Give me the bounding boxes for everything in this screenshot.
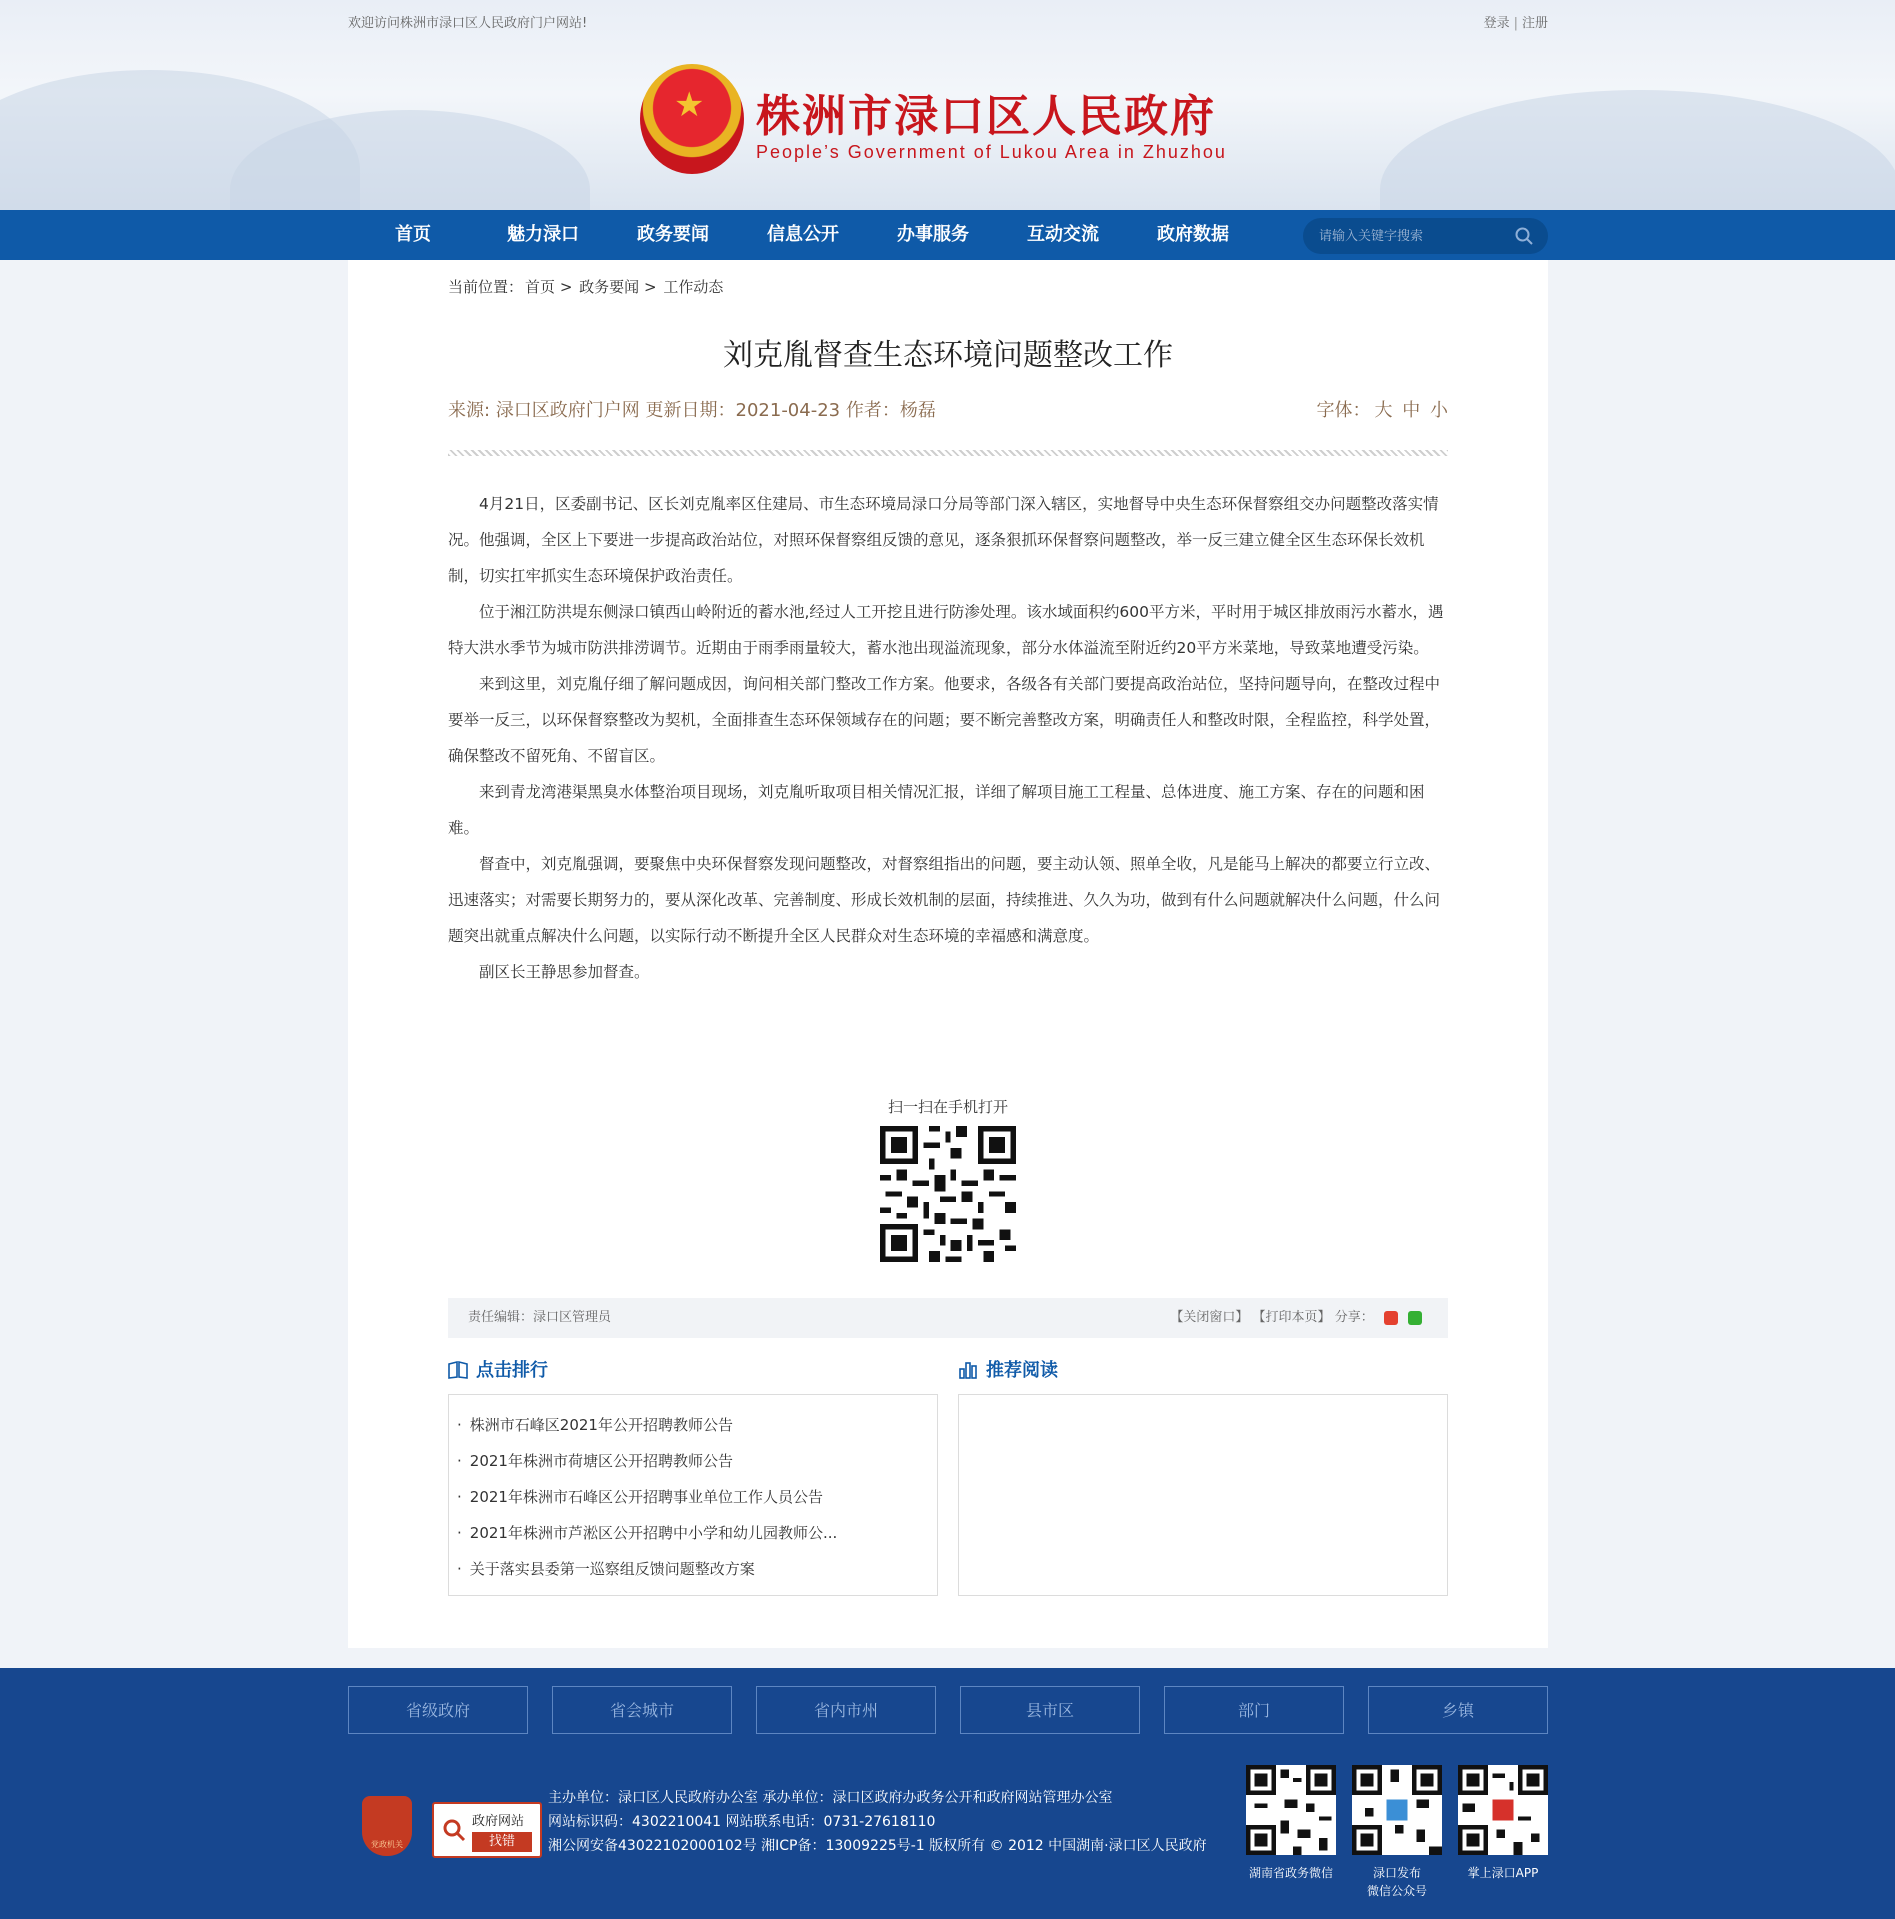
book-icon [448,1361,468,1379]
close-window-link[interactable]: 【关闭窗口】 [1170,1310,1249,1325]
list-item[interactable] [457,1443,937,1479]
breadcrumb-news[interactable]: 政务要闻 [579,278,640,296]
main-content [348,260,1548,1648]
article-paragraph: 督查中，刘克胤强调，要聚焦中央环保督察发现问题整改，对督察组指出的问题，要主动认领、照单全收，凡是能马上解决的都要立行立改、迅速落实；对需要长期努力的，要从深化改革、完善制度、形成长效机制的层面，持续推进、久久为功，做到有什么问题就解决什么问题，什么问题突出就重点解决什么问题，以实际行动不断提升全区人民群众对生态环境的幸福感和满意度。 [448,855,1441,945]
rank-panel-header [448,1356,548,1382]
list-item[interactable] [457,1551,937,1587]
hunan-wechat-qr-icon [1246,1765,1336,1855]
footer-sponsor: 主办单位：渌口区人民政府办公室 承办单位：渌口区政府办政务公开和政府网站管理办公室 [548,1790,1113,1806]
breadcrumb [448,276,723,297]
recommend-panel [958,1394,1448,1596]
separator: | [1513,16,1518,31]
article-paragraph: 4月21日，区委副书记、区长刘克胤率区住建局、市生态环境局渌口分局等部门深入辖区，实地督导中央生态环保督察组交办问题整改落实情况。他强调，全区上下要进一步提高政治站位，对照环保督察组反馈的意见，逐条狠抓环保督察问题整改，举一反三建立健全区生态环保长效机制，切实扛牢抓实生态环境保护政治责任。 [448,495,1439,585]
register-link[interactable]: 注册 [1521,16,1548,31]
font-large-button[interactable]: 大 [1374,400,1393,421]
rank-link[interactable]: 关于落实县委第一巡察组反馈问题整改方案 [469,1560,755,1578]
qr-label: 扫一扫在手机打开 [887,1098,1008,1116]
bullet: · [457,1452,462,1470]
rank-link[interactable]: 2021年株洲市荷塘区公开招聘教师公告 [469,1452,733,1470]
site-header [0,0,1895,210]
list-item[interactable] [457,1515,937,1551]
print-page-link[interactable]: 【打印本页】 [1252,1310,1331,1325]
site-footer [0,1668,1895,1919]
nav-item-info-disclosure[interactable]: 信息公开 [767,224,839,245]
divider [448,450,1448,456]
welcome-text: 欢迎访问株洲市渌口区人民政府门户网站! [348,16,588,31]
breadcrumb-prefix: 当前位置： [448,278,524,296]
article-tools [1170,1298,1422,1338]
footer-link-towns[interactable]: 乡镇 [1368,1686,1548,1734]
nav-item-charm[interactable]: 魅力渌口 [507,224,579,245]
site-subtitle: People’s Government of Lukou Area in Zhuzhou [756,142,1227,162]
font-small-button[interactable]: 小 [1430,400,1448,421]
bullet: · [457,1560,462,1578]
article-title: 刘克胤督查生态环境问题整改工作 [723,338,1173,373]
bullet: · [457,1488,462,1506]
qr-caption: 渌口发布 微信公众号 [1366,1866,1427,1898]
rank-link[interactable]: 株洲市石峰区2021年公开招聘教师公告 [469,1416,733,1434]
top-bar [348,12,1548,32]
bullet: · [457,1416,462,1434]
badge-text: 党政机关 [371,1840,403,1849]
search-input[interactable] [1319,218,1509,254]
footer-link-departments[interactable]: 部门 [1164,1686,1344,1734]
article-meta [448,396,1448,422]
article-paragraph: 来到青龙湾港渠黑臭水体整治项目现场，刘克胤听取项目相关情况汇报，详细了解项目施工工程量、总体进度、施工方案、存在的问题和困难。 [448,783,1425,837]
report-error-badge[interactable] [432,1802,542,1858]
site-logo[interactable] [640,60,1280,180]
report-error-title: 政府网站 [472,1814,525,1829]
bar-chart-icon [958,1361,978,1379]
wechat-share-icon[interactable] [1408,1311,1422,1325]
nav-item-home[interactable]: 首页 [395,224,431,245]
breadcrumb-home[interactable]: 首页 [525,278,556,296]
search-icon[interactable] [1514,226,1534,246]
responsible-editor: 责任编辑：渌口区管理员 [468,1310,612,1325]
search-box [1303,218,1548,254]
footer-links [348,1686,1548,1734]
weibo-share-icon[interactable] [1384,1311,1398,1325]
national-emblem-icon: ★ [640,64,744,174]
magnifier-icon [442,1818,466,1842]
footer-link-capital-cities[interactable]: 省会城市 [552,1686,732,1734]
font-label: 字体： [1316,400,1371,421]
article-paragraph: 来到这里，刘克胤仔细了解问题成因，询问相关部门整改工作方案。他要求，各级各有关部门要提高政治站位，坚持问题导向，在整改过程中要举一反三，以环保督察整改为契机，全面排查生态环保领域存在的问题；要不断完善整改方案，明确责任人和整改时限，全程监控，科学处置，确保整改不留死角、不留盲区。 [448,675,1441,765]
nav-item-services[interactable]: 办事服务 [897,224,969,245]
footer-info [548,1786,1207,1858]
mountain-bg [1380,90,1895,210]
report-error-button: 找错 [472,1832,532,1852]
article-paragraph: 位于湘江防洪堤东侧渌口镇西山岭附近的蓄水池,经过人工开挖且进行防渗处理。该水域面积约600平方米，平时用于城区排放雨污水蓄水，遇特大洪水季节为城市防洪排涝调节。近期由于雨季雨量较大，蓄水池出现溢流现象，部分水体溢流至附近约20平方米菜地，导致菜地遭受污染。 [448,603,1444,657]
article-footer-bar [448,1298,1448,1338]
list-item[interactable] [457,1479,937,1515]
rank-link[interactable]: 2021年株洲市石峰区公开招聘事业单位工作人员公告 [469,1488,823,1506]
article-qr-code-icon [880,1126,1016,1262]
list-item[interactable] [457,1407,937,1443]
article-paragraph: 副区长王静思参加督查。 [479,963,650,981]
rank-link[interactable]: 2021年株洲市芦淞区公开招聘中小学和幼儿园教师公... [469,1524,838,1542]
breadcrumb-work-updates[interactable]: 工作动态 [663,278,724,296]
bullet: · [457,1524,462,1542]
footer-link-provincial[interactable]: 省级政府 [348,1686,528,1734]
rank-panel [448,1394,938,1596]
qr-caption: 掌上渌口APP [1467,1866,1539,1880]
recommend-panel-header [958,1356,1058,1382]
qr-caption: 湖南省政务微信 [1248,1866,1333,1880]
font-size-switcher [1313,396,1448,422]
recommend-panel-title: 推荐阅读 [986,1360,1058,1381]
article-body [448,486,1448,990]
nav-item-gov-data[interactable]: 政府数据 [1157,224,1229,245]
font-medium-button[interactable]: 中 [1402,400,1421,421]
lukou-app-qr-icon [1458,1765,1548,1855]
nav-item-news[interactable]: 政务要闻 [637,224,709,245]
rank-list [449,1395,937,1587]
breadcrumb-sep: > [643,278,657,296]
breadcrumb-sep: > [559,278,573,296]
nav-item-interaction[interactable]: 互动交流 [1027,224,1099,245]
rank-panel-title: 点击排行 [476,1360,548,1381]
main-nav [0,210,1895,260]
footer-icp: 湘公网安备43022102000102号 湘ICP备：13009225号-1 版权所有 © 2012 中国湖南·渌口区人民政府 [548,1838,1207,1854]
footer-link-prefectures[interactable]: 省内市州 [756,1686,936,1734]
site-title: 株洲市渌口区人民政府 [756,91,1216,142]
footer-site-id: 网站标识码：4302210041 网站联系电话：0731-27618110 [548,1814,936,1830]
share-label: 分享： [1334,1310,1374,1325]
login-link[interactable]: 登录 [1483,16,1510,31]
article-source-date-author: 来源: 渌口区政府门户网 更新日期：2021-04-23 作者：杨磊 [448,400,936,421]
party-gov-badge-icon[interactable] [362,1796,412,1856]
auth-links [1484,12,1548,31]
footer-link-counties[interactable]: 县市区 [960,1686,1140,1734]
lukou-wechat-qr-icon [1352,1765,1442,1855]
